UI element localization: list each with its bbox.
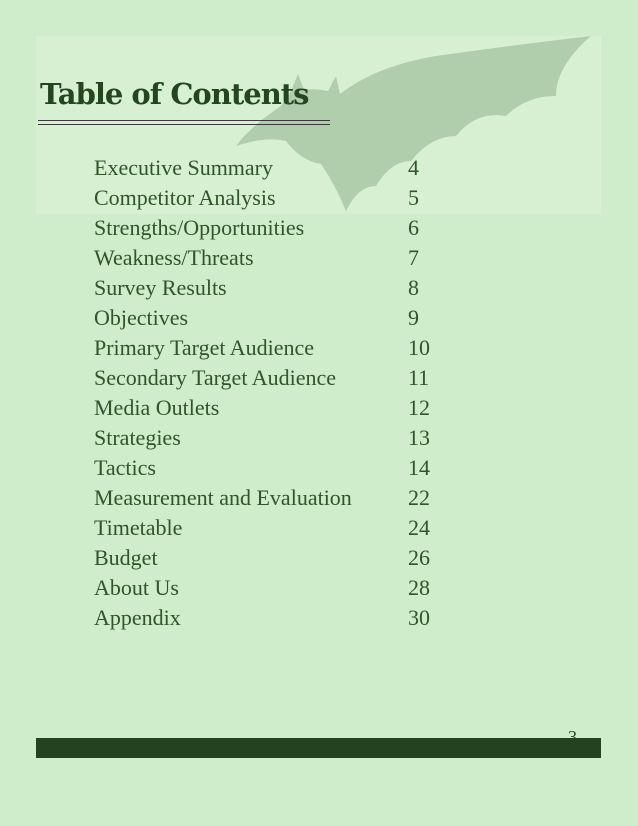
toc-label: Primary Target Audience xyxy=(94,335,315,360)
toc-page-number: 5 xyxy=(408,185,419,210)
toc-label: Secondary Target Audience xyxy=(94,365,337,390)
toc-page-number: 28 xyxy=(408,575,430,600)
page-title: Table of Contents xyxy=(40,77,309,111)
toc-page-number: 22 xyxy=(408,485,430,510)
table-of-contents xyxy=(94,153,430,633)
toc-page-number: 7 xyxy=(408,245,419,270)
toc-label: Timetable xyxy=(94,515,183,540)
toc-row[interactable] xyxy=(94,333,430,363)
toc-label: Weakness/Threats xyxy=(94,245,254,270)
toc-page-number: 9 xyxy=(408,305,419,330)
toc-page-number: 30 xyxy=(408,605,430,630)
toc-row[interactable] xyxy=(94,393,430,423)
title-underline-second xyxy=(38,124,330,125)
toc-page-number: 26 xyxy=(408,545,430,570)
toc-page-number: 14 xyxy=(408,455,430,480)
toc-label: Tactics xyxy=(94,455,156,480)
toc-label: Appendix xyxy=(94,605,181,630)
toc-row[interactable] xyxy=(94,183,430,213)
toc-row[interactable] xyxy=(94,573,430,603)
toc-row[interactable] xyxy=(94,273,430,303)
toc-page-number: 6 xyxy=(408,215,419,240)
toc-page-number: 13 xyxy=(408,425,430,450)
toc-row[interactable] xyxy=(94,453,430,483)
toc-row[interactable] xyxy=(94,243,430,273)
toc-row[interactable] xyxy=(94,543,430,573)
toc-row[interactable] xyxy=(94,603,430,633)
toc-label: Budget xyxy=(94,545,158,570)
toc-page-number: 4 xyxy=(408,155,419,180)
toc-page-number: 12 xyxy=(408,395,430,420)
toc-row[interactable] xyxy=(94,513,430,543)
toc-page-number: 11 xyxy=(408,365,430,390)
toc-label: Strategies xyxy=(94,425,181,450)
toc-label: Strengths/Opportunities xyxy=(94,215,305,240)
toc-label: Executive Summary xyxy=(94,155,274,180)
toc-row[interactable] xyxy=(94,303,430,333)
title-underline xyxy=(38,120,330,121)
toc-page-number: 10 xyxy=(408,335,430,360)
toc-label: Media Outlets xyxy=(94,395,220,420)
toc-label: Competitor Analysis xyxy=(94,185,276,210)
toc-label: About Us xyxy=(94,575,179,600)
toc-row[interactable] xyxy=(94,213,430,243)
footer-bar xyxy=(36,738,601,758)
toc-row[interactable] xyxy=(94,363,430,393)
toc-page-number: 8 xyxy=(408,275,419,300)
toc-label: Objectives xyxy=(94,305,189,330)
toc-row[interactable] xyxy=(94,153,430,183)
toc-row[interactable] xyxy=(94,423,430,453)
toc-row[interactable] xyxy=(94,483,430,513)
toc-label: Measurement and Evaluation xyxy=(94,485,352,510)
toc-label: Survey Results xyxy=(94,275,227,300)
page-number: 3 xyxy=(568,727,577,747)
toc-page-number: 24 xyxy=(408,515,430,540)
